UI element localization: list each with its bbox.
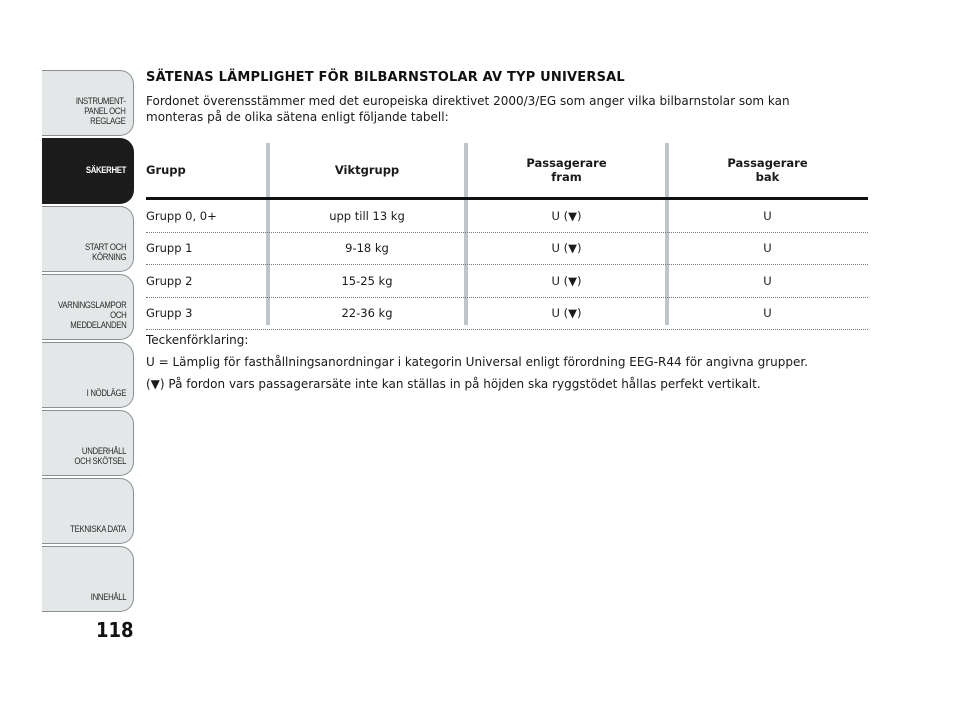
table-row [146, 200, 868, 233]
tab-i-nodlage[interactable] [42, 342, 134, 408]
cell-passagerare-fram: U (▼) [551, 273, 582, 288]
header-passagerare-bak: Passagerare bak [727, 156, 808, 184]
chapter-tabs [42, 70, 134, 614]
table-row [146, 233, 868, 266]
tab-label: INNEHÅLL [90, 592, 126, 603]
page-number: 118 [96, 618, 134, 642]
tab-label: SÄKERHET [85, 165, 126, 176]
section-title: SÄTENAS LÄMPLIGHET FÖR BILBARNSTOLAR AV TYP UNIVERSAL [146, 70, 625, 85]
cell-grupp: Grupp 3 [146, 306, 193, 321]
header-viktgrupp: Viktgrupp [334, 163, 400, 177]
tab-label: TEKNISKA DATA [70, 524, 126, 535]
table-row [146, 298, 868, 331]
header-grupp: Grupp [146, 163, 186, 177]
legend-heading: Teckenförklaring: [146, 333, 249, 347]
cell-viktgrupp: 22-36 kg [341, 306, 393, 321]
tab-tekniska-data[interactable] [42, 478, 134, 544]
tab-label: INSTRUMENT- PANEL OCH REGLAGE [76, 96, 126, 127]
tab-label: UNDERHÅLL OCH SKÖTSEL [74, 446, 126, 467]
cell-passagerare-fram: U (▼) [551, 241, 582, 256]
tab-innehall[interactable] [42, 546, 134, 612]
tab-label: START OCH KÖRNING [84, 242, 126, 263]
cell-grupp: Grupp 0, 0+ [146, 208, 217, 223]
cell-grupp: Grupp 2 [146, 273, 193, 288]
cell-grupp: Grupp 1 [146, 241, 193, 256]
cell-viktgrupp: 15-25 kg [341, 273, 393, 288]
cell-viktgrupp: upp till 13 kg [329, 208, 405, 223]
tab-label: I NÖDLÄGE [86, 388, 126, 399]
legend [146, 332, 866, 398]
cell-passagerare-bak: U [763, 306, 772, 321]
child-seat-table [146, 143, 868, 330]
legend-line-triangle: (▼) På fordon vars passagerarsäte inte kan ställas in på höjden ska ryggstödet hållas perfekt vertikalt. [146, 377, 761, 391]
tab-label: VARNINGSLAMPOR OCH MEDDELANDEN [57, 300, 126, 331]
cell-passagerare-fram: U (▼) [551, 208, 582, 223]
main-content [146, 70, 866, 125]
legend-line-universal: U = Lämplig för fasthållningsanordningar i kategorin Universal enligt förordning EEG-R44 för angivna grupper. [146, 355, 808, 369]
cell-passagerare-bak: U [763, 273, 772, 288]
tab-start-och-korning[interactable] [42, 206, 134, 272]
header-passagerare-fram: Passagerare fram [526, 156, 607, 184]
cell-viktgrupp: 9-18 kg [345, 241, 389, 256]
cell-passagerare-bak: U [763, 208, 772, 223]
table-header-row [146, 143, 868, 200]
cell-passagerare-fram: U (▼) [551, 306, 582, 321]
table-row [146, 265, 868, 298]
intro-paragraph: Fordonet överensstämmer med det europeiska direktivet 2000/3/EG som anger vilka bilbarnstolar som kan monteras på de olika sätena enligt följande tabell: [146, 94, 790, 124]
cell-passagerare-bak: U [763, 241, 772, 256]
tab-instrumentpanel-och-reglage[interactable] [42, 70, 134, 136]
tab-sakerhet[interactable] [42, 138, 134, 204]
tab-underhall-och-skotsel[interactable] [42, 410, 134, 476]
tab-varningslampor-och-meddelanden[interactable] [42, 274, 134, 340]
